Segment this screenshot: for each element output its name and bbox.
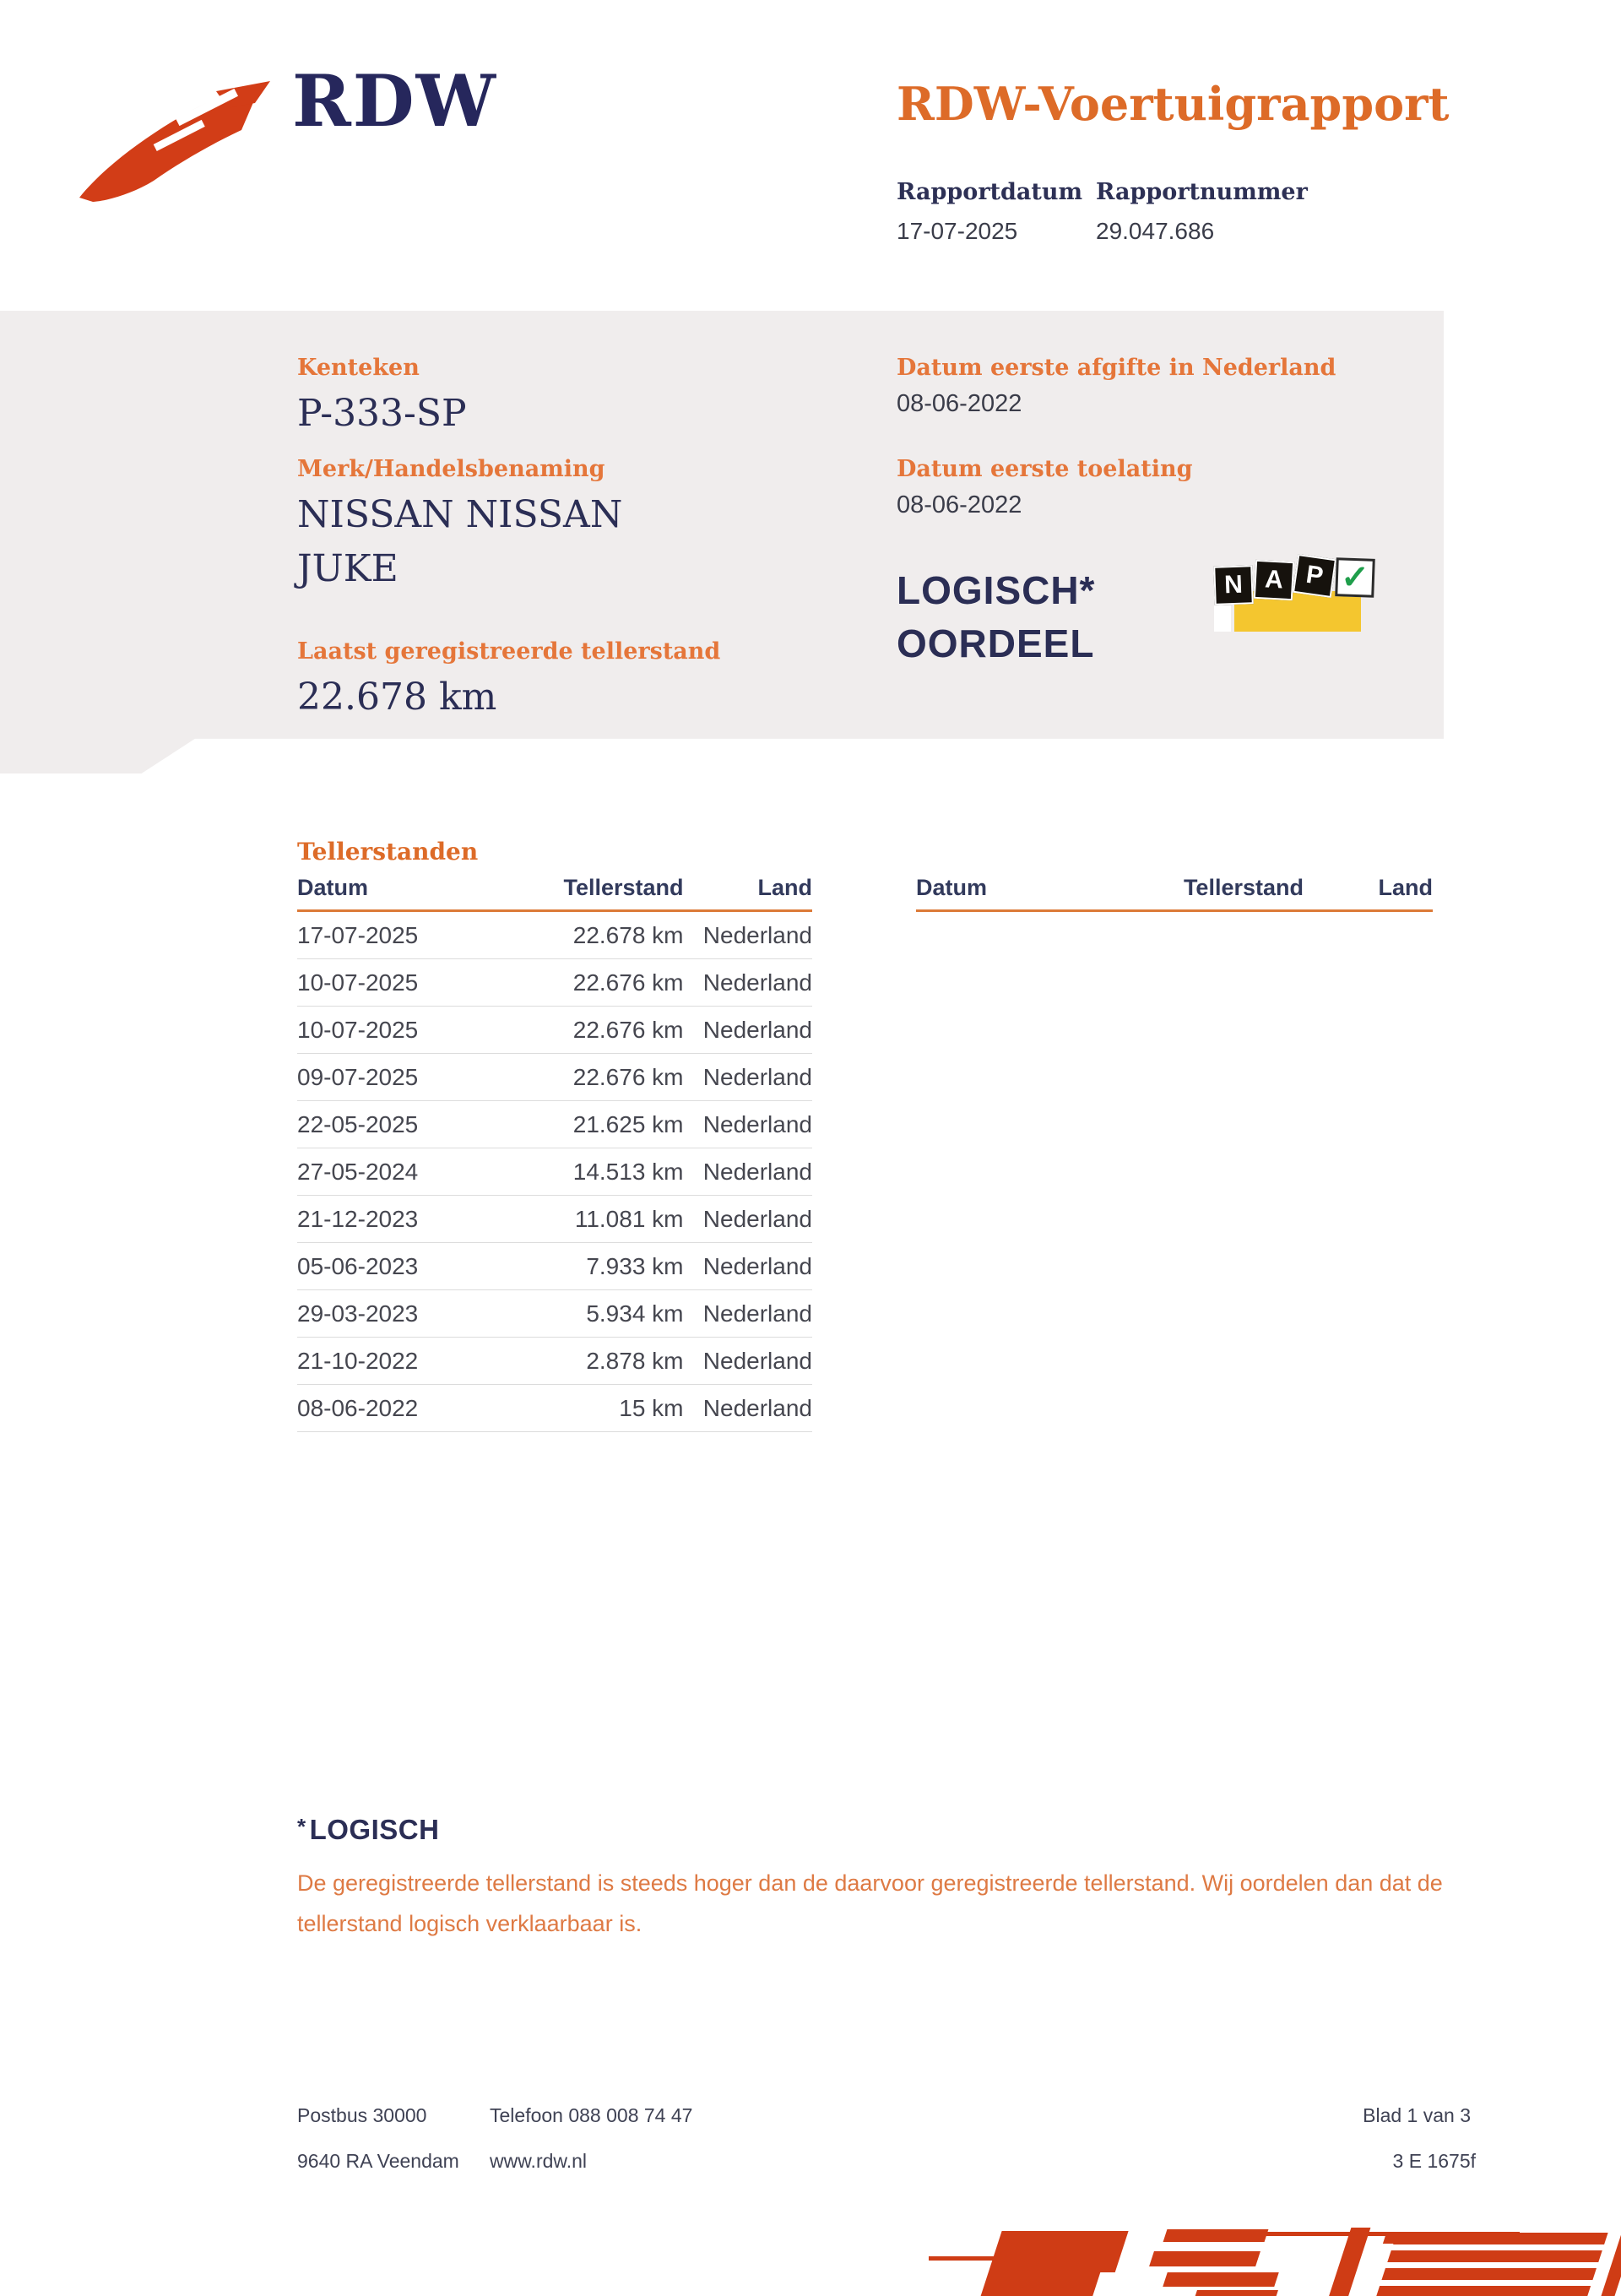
report-number-value: 29.047.686 (1096, 218, 1215, 244)
logisch-title: LOGISCH (309, 1814, 440, 1845)
afgifte-label: Datum eerste afgifte in Nederland (897, 355, 1336, 381)
cell-land: Nederland (684, 1007, 813, 1054)
laatste-tellerstand-label: Laatst geregistreerde tellerstand (297, 638, 721, 665)
oordeel-line2: OORDEEL (897, 621, 1095, 666)
cell-datum: 21-12-2023 (297, 1196, 529, 1243)
oordeel-line1: LOGISCH* (897, 568, 1096, 612)
cell-land: Nederland (684, 1148, 813, 1196)
footer-website: www.rdw.nl (490, 2150, 588, 2172)
cell-land: Nederland (684, 1338, 813, 1385)
cell-tellerstand: 7.933 km (529, 1243, 684, 1290)
footer-address-line1: Postbus 30000 (297, 2104, 427, 2126)
toelating-label: Datum eerste toelating (897, 456, 1193, 482)
table-row (297, 911, 812, 959)
nap-logo (1209, 553, 1378, 638)
kenteken-label: Kenteken (297, 355, 420, 381)
rdw-bottom-artwork (912, 2226, 1621, 2296)
afgifte-value: 08-06-2022 (897, 390, 1022, 417)
table-row (297, 1054, 812, 1101)
merk-value-line1: NISSAN NISSAN (297, 493, 623, 536)
cell-datum: 10-07-2025 (297, 1007, 529, 1054)
cell-datum: 27-05-2024 (297, 1148, 529, 1196)
cell-land: Nederland (684, 1054, 813, 1101)
nap-letter-n: N (1213, 565, 1254, 605)
cell-tellerstand: 22.676 km (529, 1007, 684, 1054)
table-row (297, 1148, 812, 1196)
report-date-label: Rapportdatum (897, 179, 1083, 205)
column-header-tellerstand: Tellerstand (529, 875, 684, 911)
cell-land: Nederland (684, 1196, 813, 1243)
column-header-land: Land (684, 875, 813, 911)
cell-datum: 21-10-2022 (297, 1338, 529, 1385)
rdw-logo-text: RDW (292, 59, 497, 143)
table-row (297, 1007, 812, 1054)
table-row (297, 1290, 812, 1338)
nap-white-notch (1214, 605, 1231, 632)
cell-datum: 29-03-2023 (297, 1290, 529, 1338)
table-row (297, 1338, 812, 1385)
column-header-datum: Datum (916, 875, 1148, 911)
tellerstanden-table-left (297, 875, 812, 1432)
table-header-row (916, 875, 1433, 911)
cell-tellerstand: 14.513 km (529, 1148, 684, 1196)
oordeel-text (897, 564, 1095, 671)
cell-tellerstand: 2.878 km (529, 1338, 684, 1385)
logisch-asterisk: * (297, 1814, 306, 1839)
column-header-land: Land (1304, 875, 1433, 911)
kenteken-value: P-333-SP (297, 392, 467, 435)
table-row (297, 1196, 812, 1243)
footer-form-code: 3 E 1675f (1392, 2150, 1476, 2172)
table-row (297, 1101, 812, 1148)
cell-land: Nederland (684, 911, 813, 959)
table-row (297, 1243, 812, 1290)
column-header-datum: Datum (297, 875, 529, 911)
nap-check-icon: ✓ (1335, 557, 1375, 598)
cell-datum: 08-06-2022 (297, 1385, 529, 1432)
cell-tellerstand: 22.676 km (529, 959, 684, 1007)
table-row (297, 1385, 812, 1432)
logisch-body-text: De geregistreerde tellerstand is steeds hoger dan de daarvoor geregistreerde tellerstand. Wij oordelen dan dat de tellerstand logisch verklaarbaar is. (297, 1870, 1443, 1936)
merk-value-line2: JUKE (297, 547, 398, 590)
cell-datum: 09-07-2025 (297, 1054, 529, 1101)
cell-land: Nederland (684, 1243, 813, 1290)
report-number-label: Rapportnummer (1096, 179, 1308, 205)
cell-tellerstand: 22.678 km (529, 911, 684, 959)
cell-datum: 10-07-2025 (297, 959, 529, 1007)
nap-letter-a: A (1254, 560, 1294, 600)
cell-land: Nederland (684, 1101, 813, 1148)
rdw-feather-logo-icon (74, 56, 277, 204)
footer-phone: Telefoon 088 008 74 47 (490, 2104, 693, 2126)
cell-tellerstand: 21.625 km (529, 1101, 684, 1148)
nap-letter-p: P (1293, 554, 1336, 598)
logisch-heading (297, 1814, 439, 1846)
column-header-tellerstand: Tellerstand (1148, 875, 1304, 911)
cell-datum: 22-05-2025 (297, 1101, 529, 1148)
cell-datum: 05-06-2023 (297, 1243, 529, 1290)
merk-label: Merk/Handelsbenaming (297, 456, 605, 482)
toelating-value: 08-06-2022 (897, 491, 1022, 518)
cell-datum: 17-07-2025 (297, 911, 529, 959)
page-title: RDW-Voertuigrapport (897, 77, 1450, 131)
report-date-value: 17-07-2025 (897, 218, 1018, 244)
footer-address-line2: 9640 RA Veendam (297, 2150, 459, 2172)
cell-tellerstand: 22.676 km (529, 1054, 684, 1101)
tellerstanden-title: Tellerstanden (297, 838, 479, 866)
cell-land: Nederland (684, 1290, 813, 1338)
table-row (297, 959, 812, 1007)
cell-tellerstand: 5.934 km (529, 1290, 684, 1338)
cell-tellerstand: 15 km (529, 1385, 684, 1432)
cell-land: Nederland (684, 1385, 813, 1432)
laatste-tellerstand-value: 22.678 km (297, 676, 497, 719)
cell-land: Nederland (684, 959, 813, 1007)
tellerstanden-table-right (916, 875, 1433, 912)
footer-page-indicator: Blad 1 van 3 (1363, 2104, 1471, 2126)
cell-tellerstand: 11.081 km (529, 1196, 684, 1243)
table-header-row (297, 875, 812, 911)
